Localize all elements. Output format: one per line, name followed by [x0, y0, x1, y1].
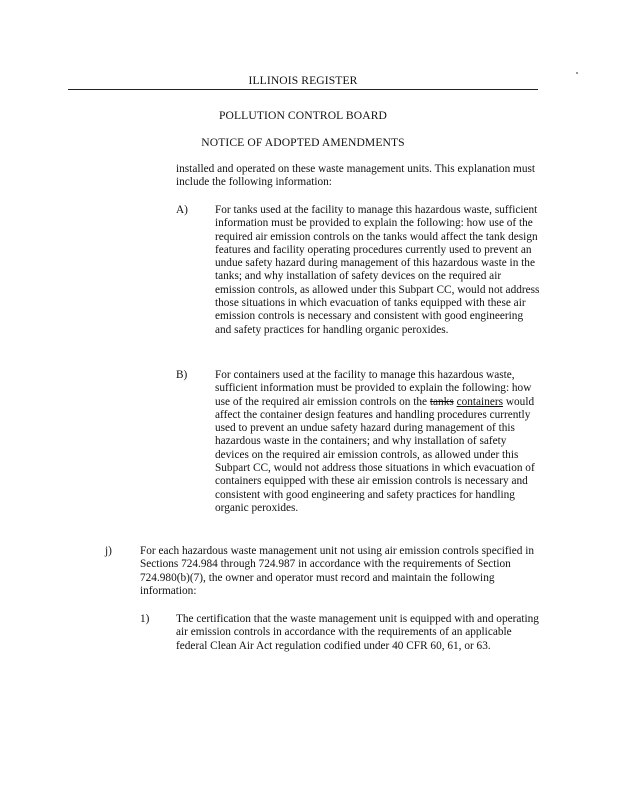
item-b-text — [215, 369, 540, 515]
item-a-text: For tanks used at the facility to manage this hazardous waste, sufficient information must be provided to explain the following: how use of the required air emission controls on the tanks would affect the tank design features and facility operating procedures currently used to prevent an undue safety hazard during management of this hazardous waste in the tanks; and why installation of safety devices on the required air emission controls, as allowed under this Subpart CC, would not address those situations in which evacuation of tanks equipped with these air emission controls is necessary and consistent with good engineering and safety practices for handling organic peroxides. — [215, 204, 540, 336]
item-b-struck-word: tanks — [429, 395, 454, 408]
item-b-inserted-word: containers — [456, 395, 504, 408]
item-j-label: j) — [105, 545, 112, 557]
item-1-text: The certification that the waste management unit is equipped with and operating air emission controls in accordance with the requirements of an applicable federal Clean Air Act regulation codified under 40 CFR 60, 61, or 63. — [176, 613, 539, 652]
header-rule — [68, 89, 538, 90]
scan-speck — [576, 72, 578, 74]
item-b-text-pre: For containers used at the facility to manage this hazardous waste, sufficient information must be provided to explain the following: how use of the required air emission controls on the — [215, 369, 532, 408]
intro-paragraph: installed and operated on these waste management units. This explanation must include the following information: — [176, 163, 536, 189]
item-1-label: 1) — [140, 613, 150, 625]
board-title: POLLUTION CONTROL BOARD — [218, 109, 388, 122]
notice-title: NOTICE OF ADOPTED AMENDMENTS — [201, 136, 405, 149]
item-a-label: A) — [176, 204, 188, 216]
item-b-text-post: would affect the container design features and handling procedures currently used to prevent an undue safety hazard during management of this hazardous waste in the containers; and why installation of safety devices on the required air emission controls, as allowed under this Subpart CC, would not address those situations in which evacuation of containers equipped with these air emission controls is necessary and consistent with good engineering and safety practices for handling organic peroxides. — [215, 395, 535, 514]
item-j-text: For each hazardous waste management unit not using air emission controls specified in Sections 724.984 through 724.987 in accordance with the requirements of Section 724.980(b)(7), the owner and operator must record and maintain the following information: — [140, 545, 535, 597]
register-title: ILLINOIS REGISTER — [248, 74, 358, 87]
item-b-label: B) — [176, 369, 188, 381]
